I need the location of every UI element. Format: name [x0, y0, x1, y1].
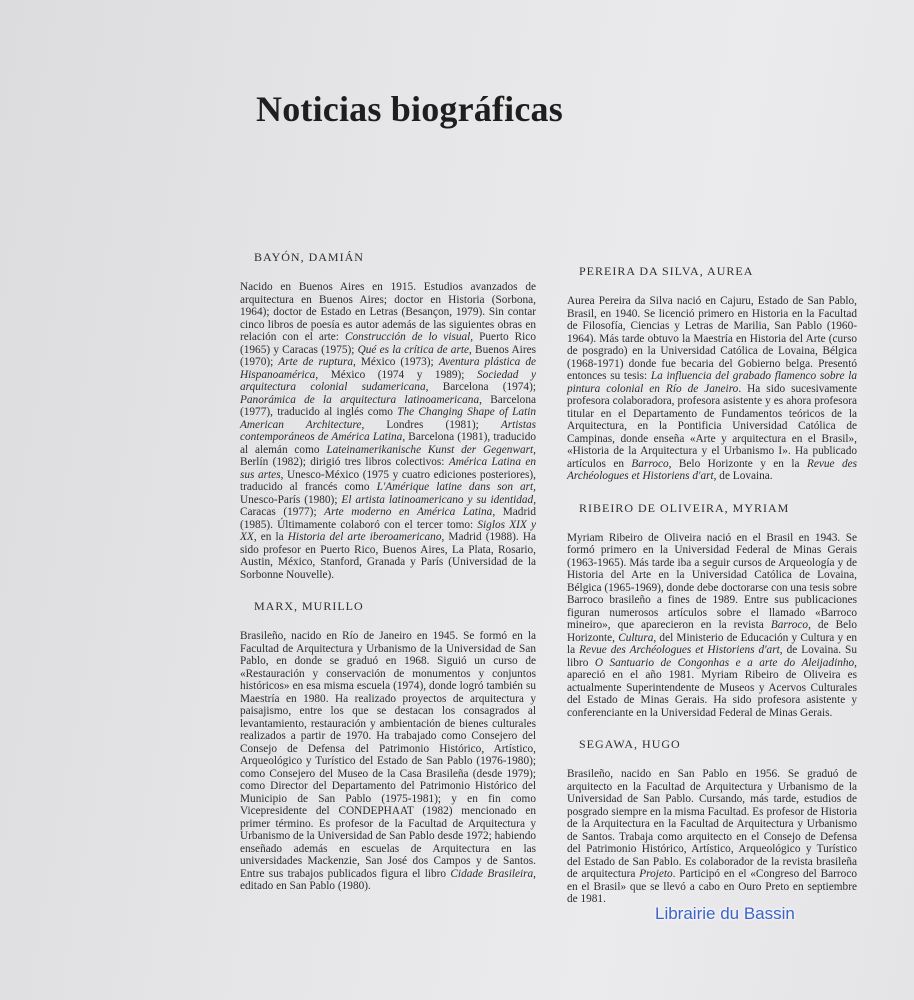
entry-bio: Brasileño, nacido en Río de Janeiro en 1945. Se formó en la Facultad de Arquitectura y Urbanismo de la Universidad de San Pablo, en donde se graduó en 1968. Siguió un curso de «Restauración y conservación de monumentos y conjuntos históricos» en esa misma escuela (1974), donde logró también su Maestría en 1980. Ha realizado proyectos de arquitectura y paisajismo, entre los que se destacan los consagrados al levantamiento, restauración y ambientación de bienes culturales realizados a partir de 1970. Ha trabajado como Consejero del Consejo de Defensa del Patrimonio Histórico, Artístico, Arqueológico y Turístico del Estado de San Pablo (1976-1980); como Consejero del Museo de la Casa Brasileña (desde 1979); como Director del Departamento del Patrimonio Histórico del Municipio de San Pablo (1975-1981); y en fin como Vicepresidente del CONDEPHAAT (1982) mencionado en primer término. Es profesor de la Facultad de Arquitectura y Urbanismo de la Universidad de San Pablo desde 1972; habiendo enseñado además en escuelas de Arquitectura en las universidades Mackenzie, San José dos Campos y de Santos. Entre sus trabajos publicados figura el libro Cidade Brasileira, editado en San Pablo (1980).: [240, 630, 536, 892]
work-title: Revue des Archéologues et Historiens d'art: [567, 457, 858, 482]
work-title: Barroco: [631, 457, 669, 470]
entry-segawa: [567, 737, 857, 906]
work-title: Panorámica de la arquitectura latinoamericana: [240, 393, 480, 406]
watermark: Librairie du Bassin: [655, 904, 795, 923]
work-title: Arte de ruptura: [278, 356, 354, 368]
work-title: Qué es la crítica de arte: [357, 343, 470, 356]
entry-name: PEREIRA DA SILVA, AUREA: [579, 264, 754, 278]
entry-bio: Brasileño, nacido en San Pablo en 1956. Se graduó de arquitecto en la Facultad de Arquitectura y Urbanismo de la Universidad de San Pablo. Cursando, más tarde, estudios de posgrado siempre en la misma Facultad. Es profesor de Historia de la Arquitectura en la Facultad de Arquitectura y Urbanismo de Santos. Trabaja como arquitecto en el Consejo de Defensa del Patrimonio Histórico, Artístico, Arqueológico y Turístico del Estado de San Pablo. Es colaborador de la revista brasileña de arquitectura Projeto. Participó en el «Congreso del Barroco en el Brasil» que se llevó a cabo en Ouro Preto en septiembre de 1981.: [567, 768, 857, 905]
work-title: Barroco: [770, 619, 809, 631]
work-title: Lateinamerikanische Kunst der Gegenwart: [326, 443, 534, 456]
left-column: [240, 250, 536, 911]
entry-name: BAYÓN, DAMIÁN: [254, 250, 364, 264]
entry-marx: [240, 599, 536, 893]
right-column: [567, 264, 857, 924]
entry-name: MARX, MURILLO: [254, 599, 364, 613]
entry-bio: Myriam Ribeiro de Oliveira nació en el Brasil en 1943. Se formó primero en la Universidad Federal de Minas Gerais (1963-1965). Más tarde iba a seguir cursos de Arqueología y de Historia del Arte en la Universidad Católica de Lovaina, Bélgica (1965-1969), donde debe doctorarse con una tesis sobre Barroco brasileño a fines de 1989. Entre sus publicaciones figuran numerosos artículos sobre el llamado «Barroco mineiro», que aparecieron en la revista Barroco, de Belo Horizonte, Cultura, del Ministerio de Educación y Cultura y en la Revue des Archéologues et Historiens d'art, de Lovaina. Su libro O Santuario de Congonhas e a arte do Aleijadinho, apareció en el año 1981. Myriam Ribeiro de Oliveira es actualmente Superintendente de Museos y Acervos Culturales del Estado de Minas Gerais. Ha sido profesora asistente y conferenciante en la Universidad Federal de Minas Gerais.: [567, 531, 857, 719]
work-title: O Santuario de Congonhas e a arte do Aleijadinho: [594, 656, 855, 669]
entry-bayon: [240, 250, 536, 581]
work-title: Construcción de lo visual: [344, 331, 471, 343]
entry-bio: Aurea Pereira da Silva nació en Cajuru, Estado de San Pablo, Brasil, en 1940. Se licenció primero en Historia en la Facultad de Filosofía, Ciencias y Letras de Marilia, San Pablo (1960-1964). Más tarde obtuvo la Maestría en Historia del Arte (curso de posgrado) en la Universidad Católica de Lovaina, Bélgica (1968-1971) donde fue becaria del Gobierno belga. Presentó entonces su tesis: La influencia del grabado flamenco sobre la pintura colonial en Río de Janeiro. Ha sido sucesivamente profesora colaboradora, profesora asistente y es ahora profesora titular en el Departamento de Fundamentos teóricos de la Arquitectura, en la Pontificia Universidad Católica de Campinas, donde enseña «Arte y arquitectura en el Brasil», «Historia de la Arquitectura y el Urbanismo I». Ha publicado artículos en Barroco, Belo Horizonte y en la Revue des Archéologues et Historiens d'art, de Lovaina.: [567, 295, 858, 482]
work-title: El artista latinoamericano y su identidad: [341, 493, 534, 506]
work-title: Historia del arte iberoamericano: [287, 531, 442, 543]
work-title: Revue des Archéologues et Historiens d'art: [579, 644, 780, 656]
entry-bio: Nacido en Buenos Aires en 1915. Estudios avanzados de arquitectura en Buenos Aires; doctor en Historia (Sorbona, 1964); doctor de Estado en Letras (Besançon, 1979). Sin contar cinco libros de poesía es autor además de las siguientes obras en relación con el arte: Construcción de lo visual, Puerto Rico (1965) y Caracas (1975); Qué es la crítica de arte, Buenos Aires (1970); Arte de ruptura, México (1973); Aventura plástica de Hispanoamérica, México (1974 y 1989); Sociedad y arquitectura colonial sudamericana, Barcelona (1974); Panorámica de la arquitectura latinoamericana, Barcelona (1977), traducido al inglés como The Changing Shape of Latin American Architecture, Londres (1981); Artistas contemporáneos de América Latina, Barcelona (1981), traducido al alemán como Lateinamerikanische Kunst der Gegenwart, Berlín (1982); dirigió tres libros colectivos: América Latina en sus artes, Unesco-México (1975 y cuatro ediciones posteriores), traducido al francés como L'Amérique latine dans son art, Unesco-París (1980); El artista latinoamericano y su identidad, Caracas (1977); Arte moderno en América Latina, Madrid (1985). Últimamente colaboró con el tercer tomo: Siglos XIX y XX, en la Historia del arte iberoamericano, Madrid (1988). Ha sido profesor en Puerto Rico, Buenos Aires, La Plata, Rosario, Austin, México, Stanford, Granada y París (Universidad de la Sorbonne Nouvelle).: [240, 281, 537, 581]
work-title: Artistas contemporáneos de América Latina: [240, 418, 536, 443]
work-title: Aventura plástica de Hispanoamérica: [240, 356, 537, 381]
work-title: L'Amérique latine dans son art: [376, 481, 534, 493]
work-title: Arte moderno en América Latina: [324, 506, 493, 518]
page-title: Noticias biográficas: [256, 89, 563, 129]
work-title: América Latina en sus artes: [240, 456, 537, 481]
work-title: Projeto: [639, 868, 673, 880]
work-title: Cultura: [618, 631, 654, 644]
entry-pereira-da-silva: [567, 264, 857, 483]
work-title: The Changing Shape of Latin American Architecture: [240, 406, 536, 431]
entry-ribeiro-de-oliveira: [567, 501, 857, 720]
work-title: Siglos XIX y XX: [240, 518, 536, 543]
entry-name: RIBEIRO DE OLIVEIRA, MYRIAM: [579, 500, 790, 515]
entry-name: SEGAWA, HUGO: [579, 737, 681, 751]
work-title: Cidade Brasileira: [450, 867, 534, 880]
work-title: Sociedad y arquitectura colonial sudamericana: [240, 368, 537, 393]
work-title: La influencia del grabado flamenco sobre la pintura colonial en Río de Janeiro: [567, 370, 858, 395]
